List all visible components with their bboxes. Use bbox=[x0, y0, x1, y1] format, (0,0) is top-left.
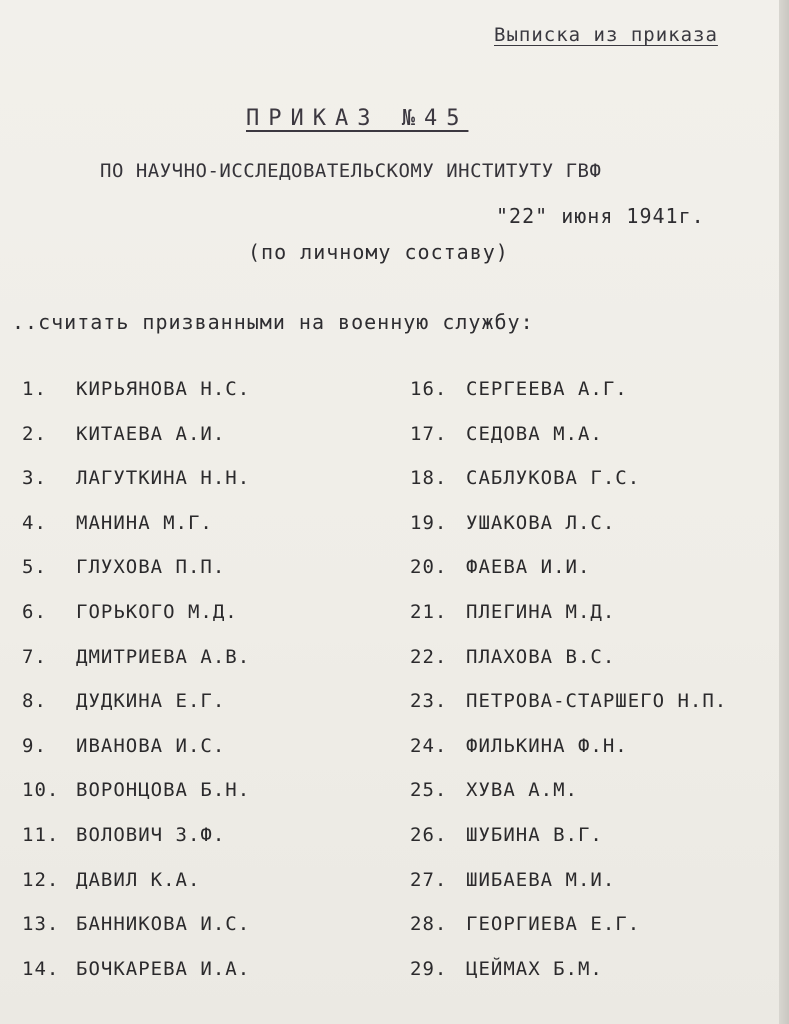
list-item bbox=[410, 779, 727, 824]
item-name: ДАВИЛ К.А. bbox=[76, 868, 201, 891]
right-name-list bbox=[410, 378, 727, 1002]
item-number: 19. bbox=[410, 511, 448, 534]
list-item bbox=[22, 735, 250, 780]
item-name: ИВАНОВА И.С. bbox=[76, 734, 226, 757]
item-name: УШАКОВА Л.С. bbox=[466, 511, 616, 534]
item-number: 27. bbox=[410, 868, 448, 891]
item-number: 5. bbox=[22, 556, 47, 579]
list-item bbox=[410, 690, 727, 735]
item-name: САБЛУКОВА Г.С. bbox=[466, 467, 641, 490]
item-name: СЕДОВА М.А. bbox=[466, 422, 603, 445]
list-item bbox=[22, 423, 250, 468]
item-name: ВОРОНЦОВА Б.Н. bbox=[76, 779, 251, 802]
item-name: СЕРГЕЕВА А.Г. bbox=[466, 378, 628, 400]
list-item bbox=[22, 913, 250, 958]
page-edge bbox=[779, 0, 789, 1024]
item-name: ПЕТРОВА-СТАРШЕГО Н.П. bbox=[466, 690, 728, 713]
item-number: 29. bbox=[410, 957, 448, 980]
item-number: 25. bbox=[410, 779, 448, 802]
item-name: ЦЕЙМАХ Б.М. bbox=[466, 957, 603, 980]
item-number: 26. bbox=[410, 823, 448, 846]
item-number: 16. bbox=[410, 378, 448, 400]
item-number: 11. bbox=[22, 823, 60, 846]
item-number: 10. bbox=[22, 779, 60, 802]
item-number: 8. bbox=[22, 690, 47, 713]
institute-line: ПО НАУЧНО-ИССЛЕДОВАТЕЛЬСКОМУ ИНСТИТУТУ ГВФ bbox=[100, 160, 602, 182]
list-item bbox=[410, 378, 727, 423]
item-name: ГЕОРГИЕВА Е.Г. bbox=[466, 913, 641, 936]
list-item bbox=[410, 824, 727, 869]
list-item bbox=[22, 378, 250, 423]
item-name: ШУБИНА В.Г. bbox=[466, 823, 603, 846]
item-number: 14. bbox=[22, 957, 60, 980]
item-name: БАННИКОВА И.С. bbox=[76, 913, 251, 936]
item-name: КИТАЕВА А.И. bbox=[76, 422, 226, 445]
left-name-list bbox=[22, 378, 250, 1002]
list-item bbox=[22, 824, 250, 869]
extract-label: Выписка из приказа bbox=[494, 24, 718, 46]
list-item bbox=[22, 779, 250, 824]
item-number: 13. bbox=[22, 913, 60, 936]
list-item bbox=[410, 556, 727, 601]
personnel-note: (по личному составу) bbox=[248, 240, 509, 264]
item-number: 22. bbox=[410, 645, 448, 668]
list-item bbox=[22, 556, 250, 601]
item-name: ВОЛОВИЧ З.Ф. bbox=[76, 823, 226, 846]
item-name: ГОРЬКОГО М.Д. bbox=[76, 600, 238, 623]
list-item bbox=[410, 913, 727, 958]
item-number: 28. bbox=[410, 913, 448, 936]
list-item bbox=[410, 467, 727, 512]
item-number: 7. bbox=[22, 645, 47, 668]
item-number: 21. bbox=[410, 600, 448, 623]
item-number: 24. bbox=[410, 734, 448, 757]
list-item bbox=[410, 423, 727, 468]
order-date: "22" июня 1941г. bbox=[496, 204, 705, 228]
item-number: 20. bbox=[410, 556, 448, 579]
item-name: ПЛАХОВА В.С. bbox=[466, 645, 616, 668]
order-title: ПРИКАЗ №45 bbox=[246, 106, 469, 131]
list-item bbox=[410, 646, 727, 691]
list-item bbox=[22, 512, 250, 557]
item-number: 23. bbox=[410, 690, 448, 713]
item-name: ФАЕВА И.И. bbox=[466, 556, 591, 579]
list-item bbox=[410, 958, 727, 1003]
item-name: ЛАГУТКИНА Н.Н. bbox=[76, 467, 251, 490]
item-number: 3. bbox=[22, 467, 47, 490]
item-number: 9. bbox=[22, 734, 47, 757]
list-item bbox=[22, 690, 250, 735]
item-number: 1. bbox=[22, 378, 47, 400]
intro-text: ..считать призванными на военную службу: bbox=[12, 310, 534, 334]
item-name: БОЧКАРЕВА И.А. bbox=[76, 957, 251, 980]
list-item bbox=[22, 958, 250, 1003]
item-name: ПЛЕГИНА М.Д. bbox=[466, 600, 616, 623]
list-item bbox=[410, 512, 727, 557]
item-number: 4. bbox=[22, 511, 47, 534]
item-number: 12. bbox=[22, 868, 60, 891]
list-item bbox=[22, 467, 250, 512]
item-number: 6. bbox=[22, 600, 47, 623]
item-name: ГЛУХОВА П.П. bbox=[76, 556, 226, 579]
list-item bbox=[410, 735, 727, 780]
item-name: ХУВА А.М. bbox=[466, 779, 578, 802]
item-name: ДУДКИНА Е.Г. bbox=[76, 690, 226, 713]
item-number: 2. bbox=[22, 422, 47, 445]
item-name: ШИБАЕВА М.И. bbox=[466, 868, 616, 891]
list-item bbox=[22, 869, 250, 914]
item-name: МАНИНА М.Г. bbox=[76, 511, 213, 534]
item-name: КИРЬЯНОВА Н.С. bbox=[76, 378, 251, 400]
item-name: ДМИТРИЕВА А.В. bbox=[76, 645, 251, 668]
list-item bbox=[410, 601, 727, 646]
list-item bbox=[22, 646, 250, 691]
list-item bbox=[410, 869, 727, 914]
item-number: 17. bbox=[410, 422, 448, 445]
item-name: ФИЛЬКИНА Ф.Н. bbox=[466, 734, 628, 757]
item-number: 18. bbox=[410, 467, 448, 490]
list-item bbox=[22, 601, 250, 646]
